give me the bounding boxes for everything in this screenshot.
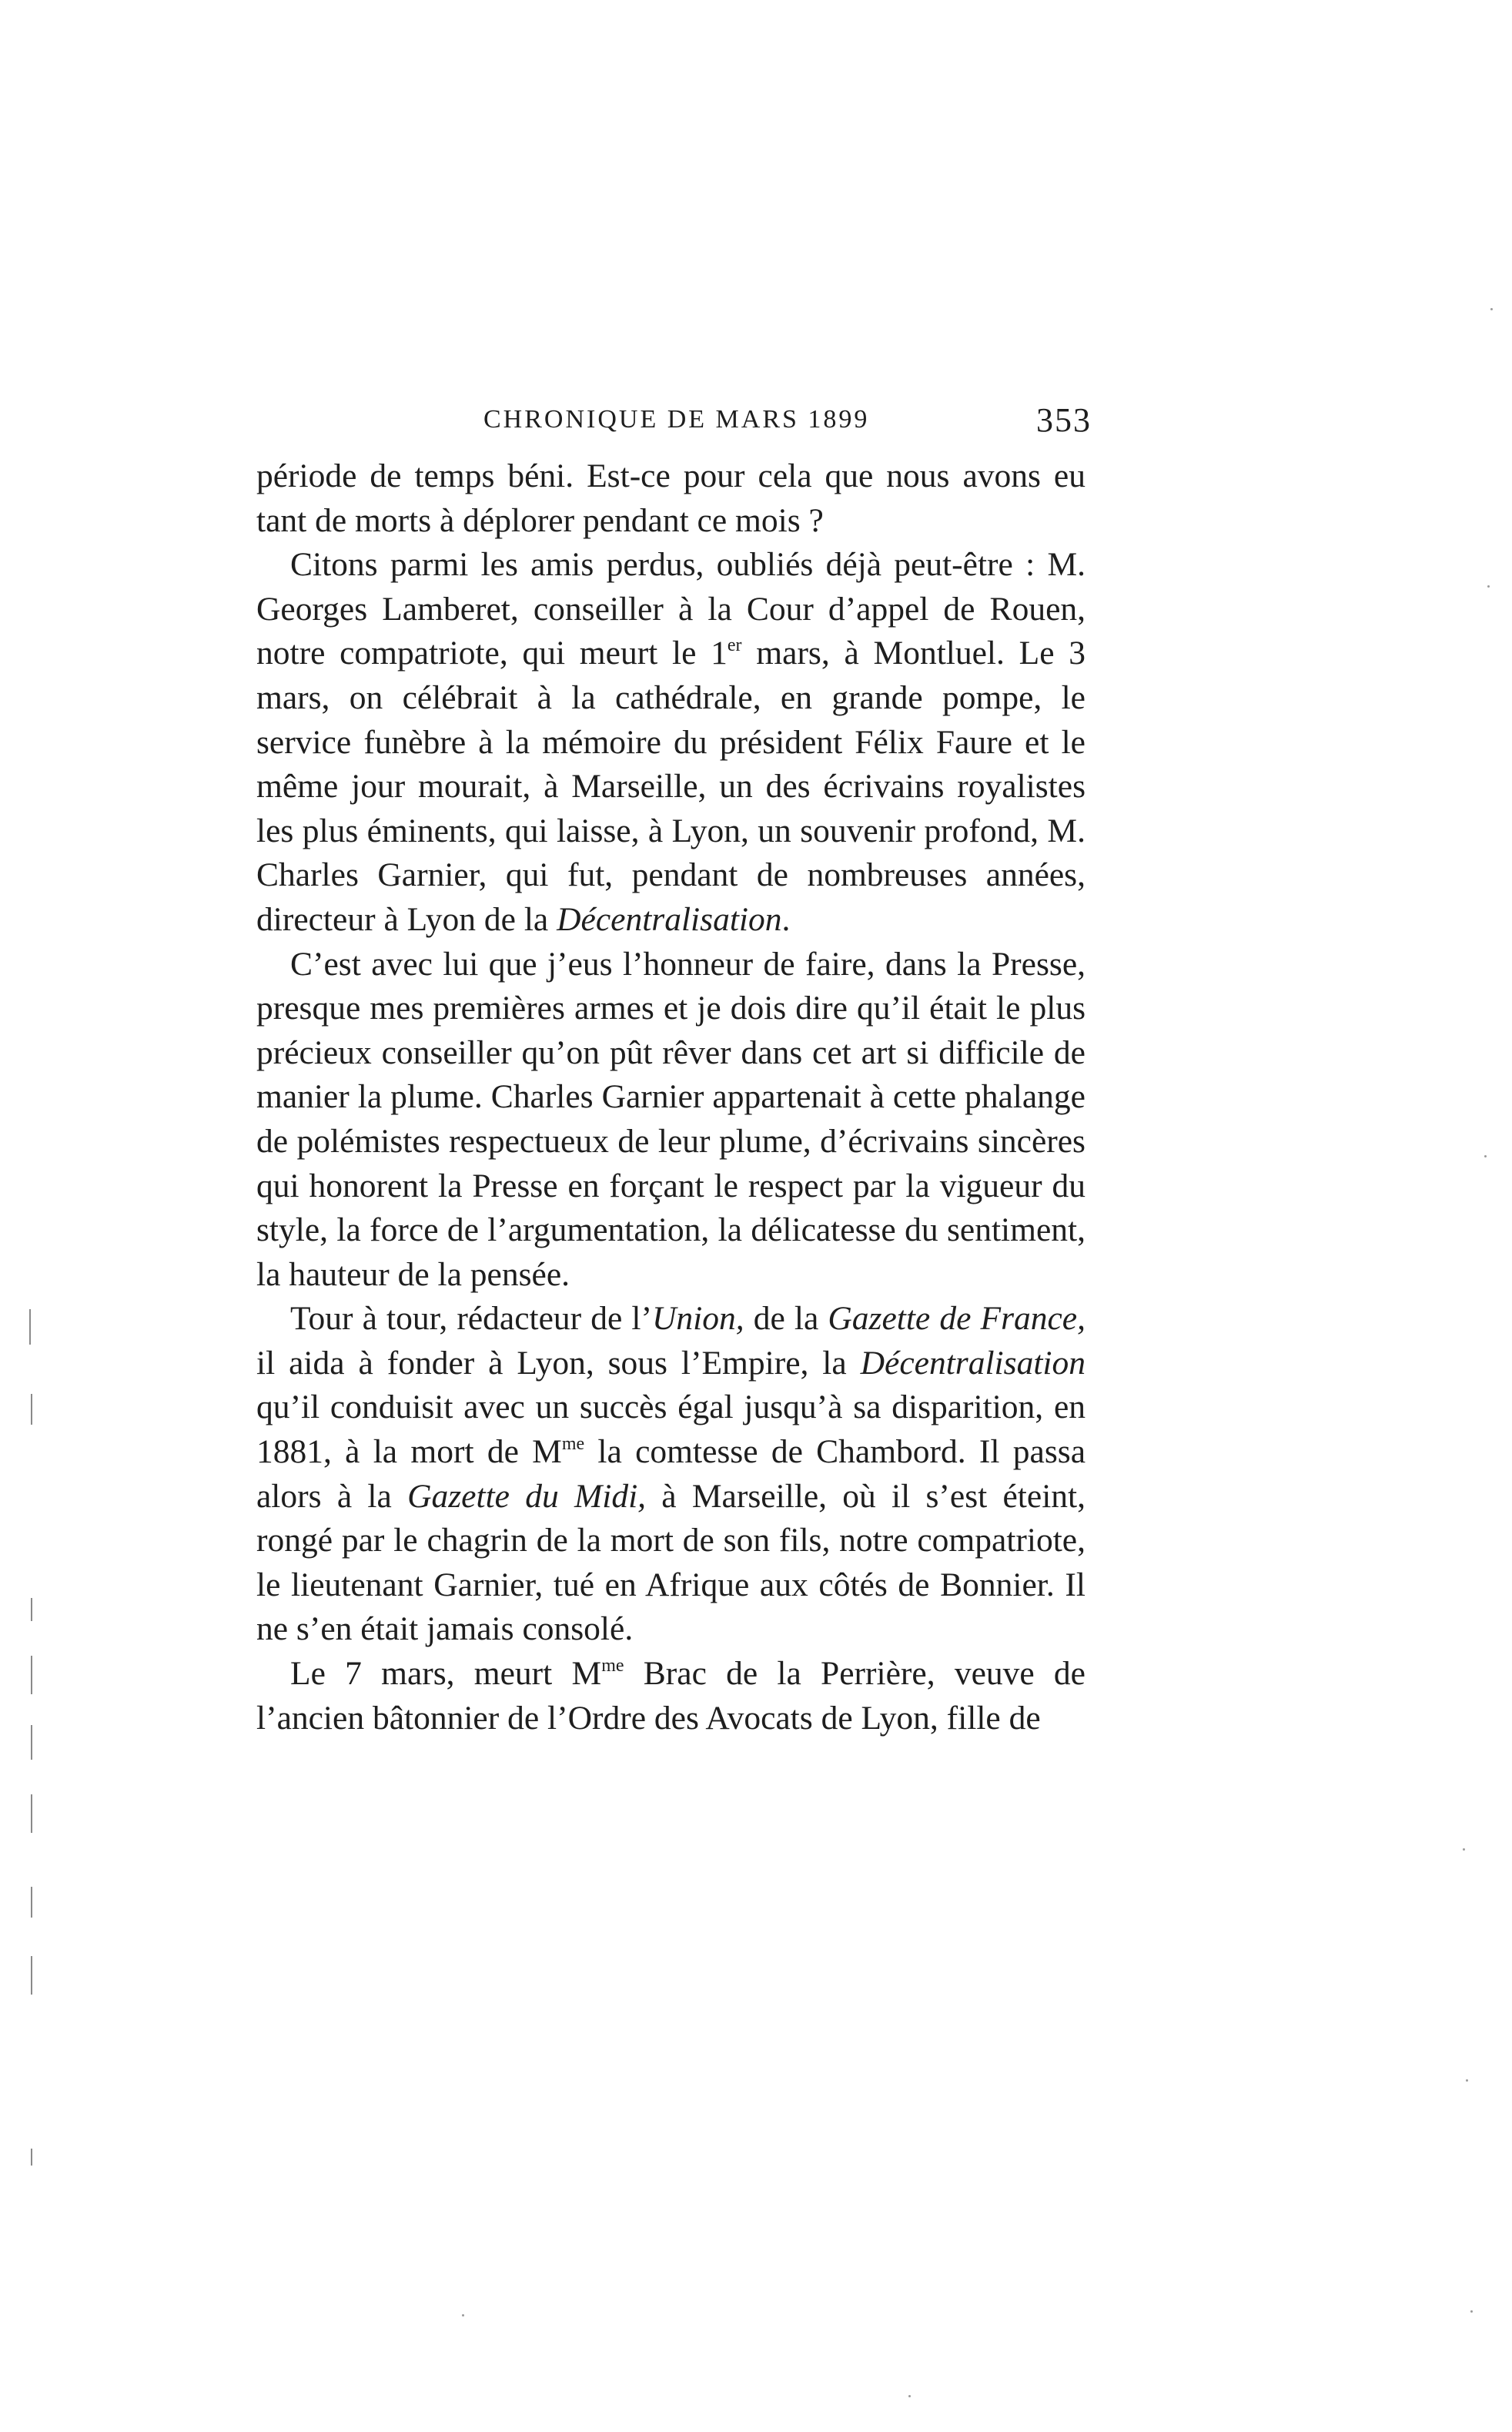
paragraph	[256, 1652, 1085, 1740]
scan-margin-mark	[31, 1794, 32, 1833]
italic-title: Décentralisation	[860, 1344, 1085, 1382]
text-run: qu’il conduisit avec un succès égal jusqu’à sa disparition, en 1881, à la mort de M	[256, 1389, 1085, 1471]
italic-title: Décentralisation	[557, 900, 782, 938]
running-title: CHRONIQUE DE MARS 1899	[483, 405, 870, 434]
scan-dust	[1490, 308, 1493, 310]
scan-dust	[1463, 1848, 1465, 1851]
text-run: période de temps béni. Est-ce pour cela que nous avons eu tant de morts à déplorer pendant ce mois ?	[256, 457, 1085, 539]
superscript: me	[561, 1434, 585, 1455]
scan-dust	[1484, 1155, 1487, 1157]
body-text	[256, 454, 1085, 1740]
text-run: Le 7 mars, meurt M	[290, 1655, 602, 1693]
text-run: la comtesse de Chambord. Il passa alors à la	[256, 1433, 1085, 1515]
text-run: Brac de la Perrière, veuve de l’ancien bâtonnier de l’Ordre des Avocats de Lyon, fille de	[256, 1655, 1085, 1737]
paragraph	[256, 1297, 1085, 1652]
text-run: .	[781, 900, 791, 938]
scan-dust	[1487, 585, 1490, 588]
scan-margin-mark	[31, 1598, 32, 1621]
text-run: à Marseille, où il s’est éteint, rongé par le chagrin de la mort de son fils, notre compatriote, le lieutenant Garnier, tué en Afrique aux côtés de Bonnier. Il ne s’en était jamais consolé.	[256, 1477, 1086, 1648]
text-run: Tour à tour, rédacteur de l’	[290, 1300, 652, 1338]
superscript: me	[601, 1656, 624, 1677]
italic-title: Gazette de France,	[828, 1300, 1085, 1338]
scan-margin-mark	[31, 1887, 32, 1918]
text-run: mars, à Montluel. Le 3 mars, on célébrait à la cathédrale, en grande pompe, le service funèbre à la mémoire du président Félix Faure et le même jour mourait, à Marseille, un des écrivains royalistes les plus éminents, qui laisse, à Lyon, un souvenir profond, M. Charles Garnier, qui fut, pendant de nombreuses années, directeur à Lyon de la	[256, 635, 1085, 938]
paragraph	[256, 943, 1085, 1298]
text-run: C’est avec lui que j’eus l’honneur de faire, dans la Presse, presque mes premières armes et je dois dire qu’il était le plus précieux conseiller qu’on pût rêver dans cet art si difficile de manier la plume. Charles Garnier appartenait à cette phalange de polémistes respectueux de leur plume, d’écrivains sincères qui honorent la Presse en forçant le respect par la vigueur du style, la force de l’argumentation, la délicatesse du sentiment, la hauteur de la pensée.	[256, 945, 1085, 1293]
italic-title: Union,	[651, 1300, 744, 1338]
scan-dust	[908, 2395, 911, 2397]
scan-margin-mark	[31, 1394, 32, 1425]
paragraph	[256, 454, 1085, 543]
scan-dust	[462, 2314, 464, 2316]
scan-margin-mark	[31, 2149, 32, 2166]
scan-dust	[1470, 2310, 1473, 2313]
scan-dust	[1466, 2079, 1468, 2082]
superscript: er	[727, 635, 742, 656]
scan-margin-mark	[29, 1309, 31, 1345]
page-number: 353	[1036, 401, 1092, 439]
text-run: Citons parmi les amis perdus, oubliés déjà peut-être : M. Georges Lamberet, conseiller à la Cour d’appel de Rouen, notre compatriote, qui meurt le 1	[256, 546, 1085, 672]
italic-title: Gazette du Midi,	[407, 1477, 647, 1515]
scan-margin-mark	[31, 1956, 32, 1995]
scan-margin-mark	[31, 1656, 32, 1694]
scan-margin-mark	[31, 1725, 32, 1760]
paragraph	[256, 543, 1085, 942]
text-run: il aida à fonder à Lyon, sous l’Empire, la	[256, 1344, 861, 1382]
running-header	[483, 400, 1092, 447]
text-run: de la	[744, 1300, 828, 1338]
